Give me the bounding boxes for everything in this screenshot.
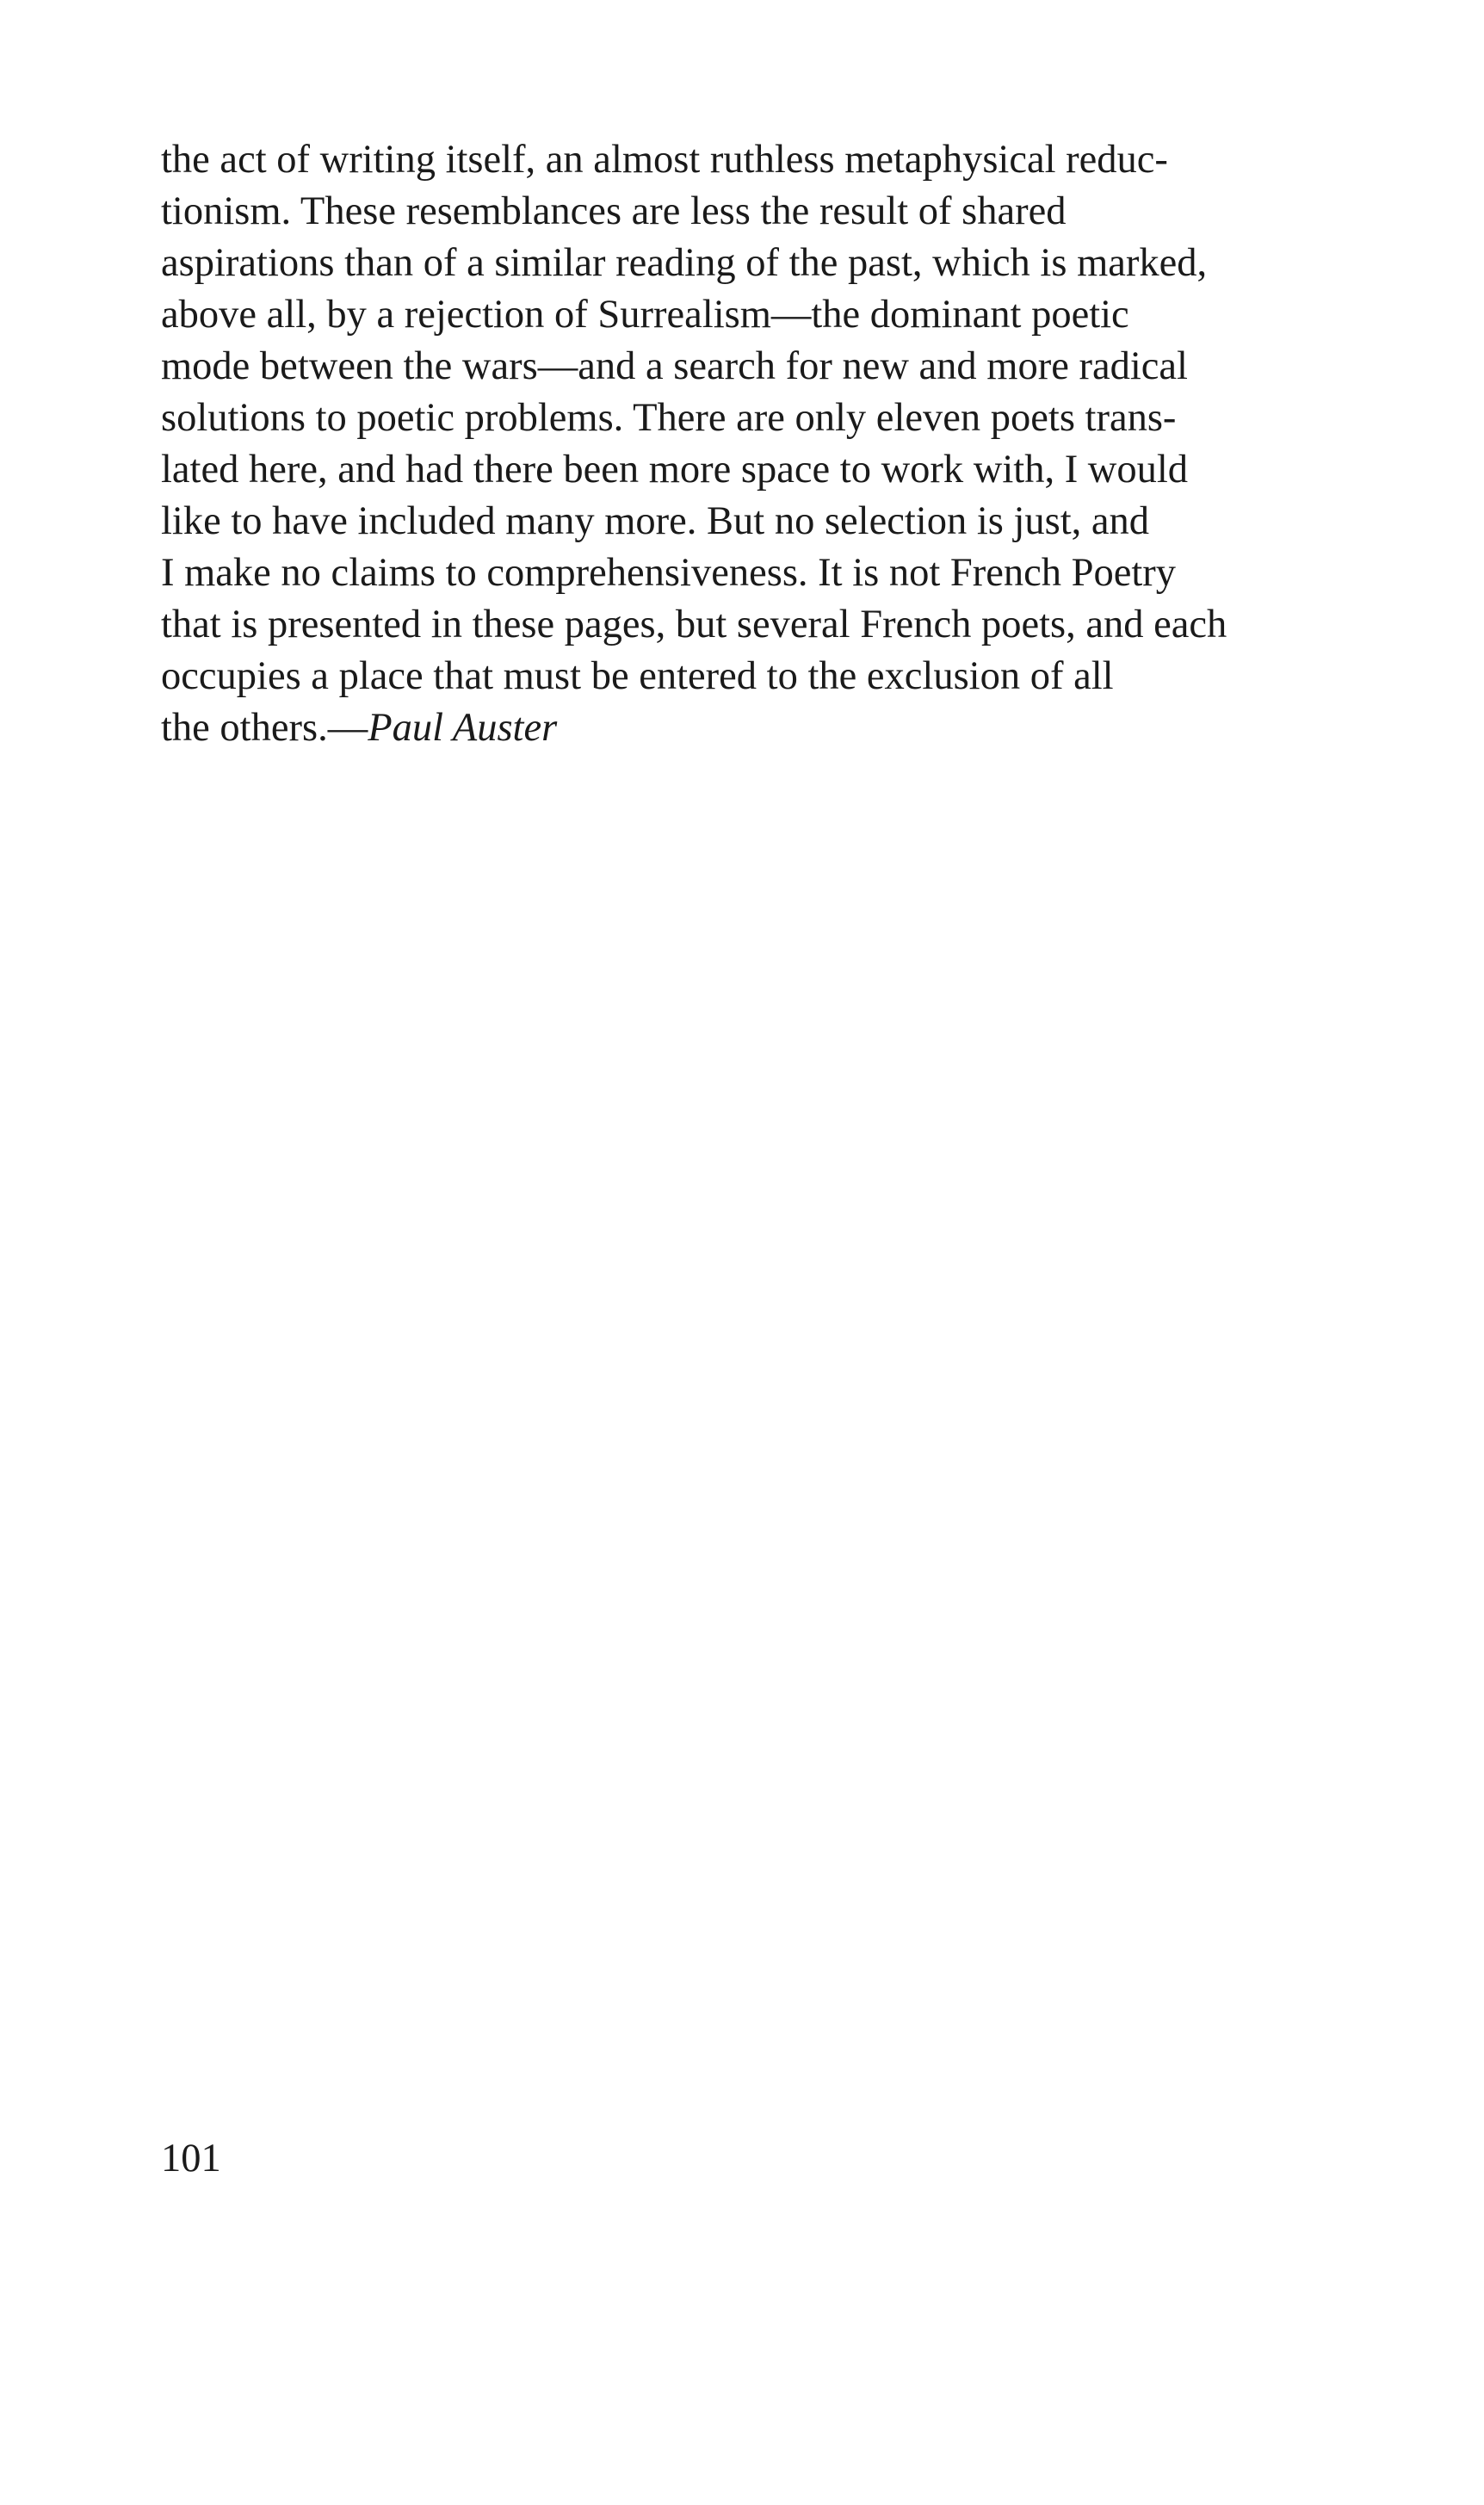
text-line: the act of writing itself, an almost ruthless metaphysical reduc- (161, 138, 1168, 182)
final-text-line (161, 702, 1383, 754)
text-line: that is presented in these pages, but several French poets, and each (161, 603, 1227, 646)
text-line: mode between the wars—and a search for new and more radical (161, 344, 1188, 388)
text-line: occupies a place that must be entered to the exclusion of all (161, 654, 1114, 698)
text-line: above all, by a rejection of Surrealism—the dominant poetic (161, 293, 1129, 337)
text-line: aspirations than of a similar reading of the past, which is marked, (161, 241, 1208, 285)
text-line: tionism. These resemblances are less the result of shared (161, 189, 1067, 233)
body-paragraph (161, 134, 1383, 754)
text-line: lated here, and had there been more space to work with, I would (161, 448, 1189, 492)
text-line: I make no claims to comprehensiveness. It is not French Poetry (161, 551, 1177, 595)
final-line-text: the others.— (161, 706, 368, 750)
text-line: like to have included many more. But no selection is just, and (161, 499, 1150, 543)
page-number: 101 (161, 2137, 221, 2180)
text-line: solutions to poetic problems. There are only eleven poets trans- (161, 396, 1177, 440)
author-signature: Paul Auster (368, 706, 558, 750)
